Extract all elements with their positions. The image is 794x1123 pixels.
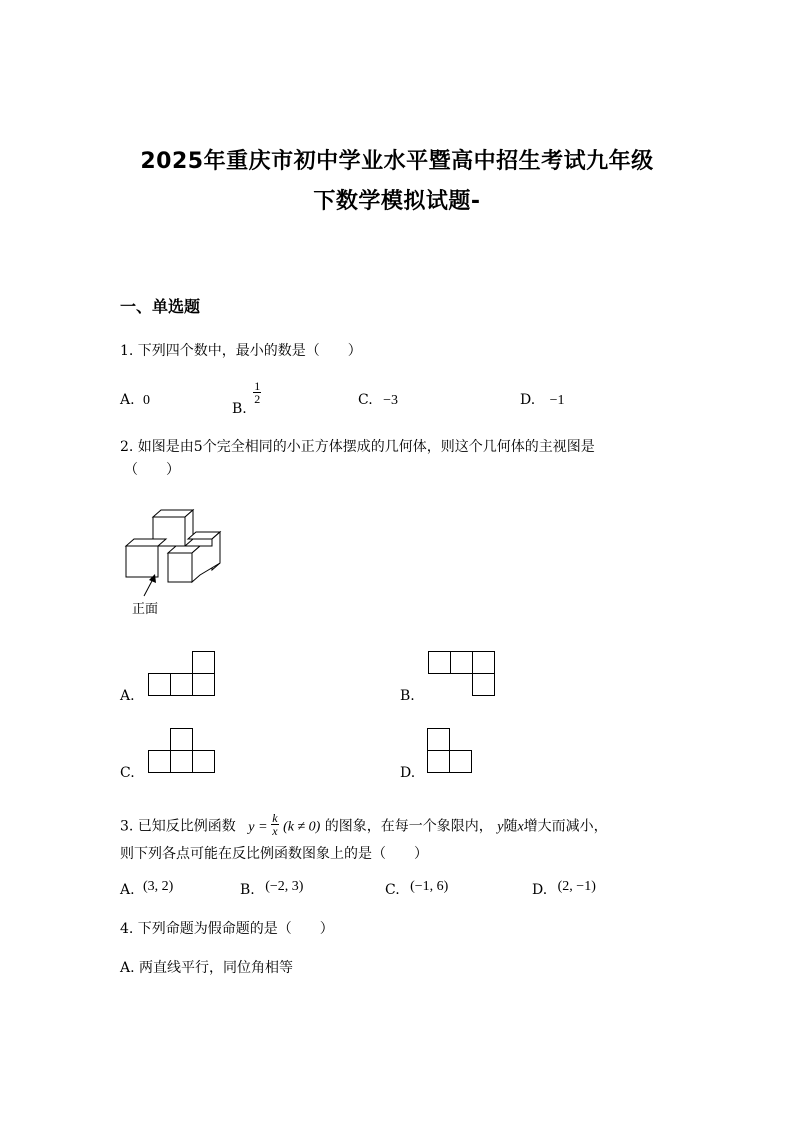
q3-option-c xyxy=(385,879,449,899)
q3-option-c-value: (−1, 6) xyxy=(410,879,449,894)
q3-func-denominator: x xyxy=(272,824,278,838)
q3-option-b-label: B. xyxy=(240,882,255,898)
q1-option-b-denominator: 2 xyxy=(254,392,261,406)
q3-stem-mid2: 随 xyxy=(503,818,518,835)
q3-func-eq: = xyxy=(258,819,267,835)
section-heading: 一、单选题 xyxy=(120,297,201,316)
page-title-line2: 下数学模拟试题- xyxy=(313,189,481,214)
q3-option-a-label: A. xyxy=(120,882,135,898)
q3-var-y: y xyxy=(497,819,504,835)
q2-option-d-figure xyxy=(427,728,473,774)
q3-stem-middle: 的图象，在每一个象限内， xyxy=(324,818,493,835)
q2-option-b-figure xyxy=(428,651,496,697)
q1-option-c xyxy=(358,392,398,409)
q3-func-numerator: k xyxy=(272,811,278,825)
q1-option-d xyxy=(520,392,565,409)
q3-option-d-label: D. xyxy=(532,882,548,898)
q3-option-a xyxy=(120,879,174,899)
q2-option-a-label: A. xyxy=(120,688,135,704)
question-2-stem-line2: （ ） xyxy=(124,462,180,478)
q4-option-a: A. 两直线平行，同位角相等 xyxy=(120,960,294,976)
q3-stem-end: 增大而减小， xyxy=(523,818,608,835)
q2-option-d-label: D. xyxy=(400,765,416,781)
q3-option-b xyxy=(240,879,304,899)
q1-option-b xyxy=(232,379,261,417)
q3-func-condition: (k ≠ 0) xyxy=(283,819,321,835)
q1-option-c-label: C. xyxy=(358,392,373,408)
q3-option-b-value: (−2, 3) xyxy=(265,879,304,894)
q1-option-a-value: 0 xyxy=(143,393,151,408)
question-2-stem-line1: 2. 如图是由5个完全相同的小正方体摆成的几何体，则这个几何体的主视图是 xyxy=(120,439,595,455)
q2-option-b-label: B. xyxy=(400,688,415,704)
q1-option-d-value: −1 xyxy=(549,393,565,408)
q3-option-c-label: C. xyxy=(385,882,400,898)
q3-option-d xyxy=(532,879,596,899)
q3-option-a-value: (3, 2) xyxy=(143,879,174,894)
q1-option-b-label: B. xyxy=(232,400,247,417)
question-3-stem-line1 xyxy=(120,811,608,839)
front-arrow-shaft xyxy=(144,579,153,596)
q1-option-c-value: −3 xyxy=(383,393,399,408)
front-view-label: 正面 xyxy=(132,602,159,617)
q2-option-c-label: C. xyxy=(120,765,135,781)
q1-option-b-fraction xyxy=(253,380,261,405)
q2-option-a-figure xyxy=(148,651,216,697)
q3-var-x: x xyxy=(517,819,524,835)
question-4-stem: 4. 下列命题为假命题的是（ ） xyxy=(120,921,334,937)
q1-option-a xyxy=(120,392,150,409)
q1-option-b-numerator: 1 xyxy=(254,379,261,393)
q3-func-y: y xyxy=(248,819,255,835)
page-title-line1: 2025年重庆市初中学业水平暨高中招生考试九年级 xyxy=(140,149,654,174)
q1-option-d-label: D. xyxy=(520,392,536,408)
q3-option-d-value: (2, −1) xyxy=(557,879,596,894)
q1-option-a-label: A. xyxy=(120,392,135,408)
question-1-stem: 1. 下列四个数中，最小的数是（ ） xyxy=(120,343,362,359)
question-3-stem-line2: 则下列各点可能在反比例函数图象上的是（ ） xyxy=(120,846,428,862)
q3-func-fraction xyxy=(271,812,278,837)
q2-option-c-figure xyxy=(148,728,216,774)
q3-stem-prefix: 3. 已知反比例函数 xyxy=(120,818,236,835)
